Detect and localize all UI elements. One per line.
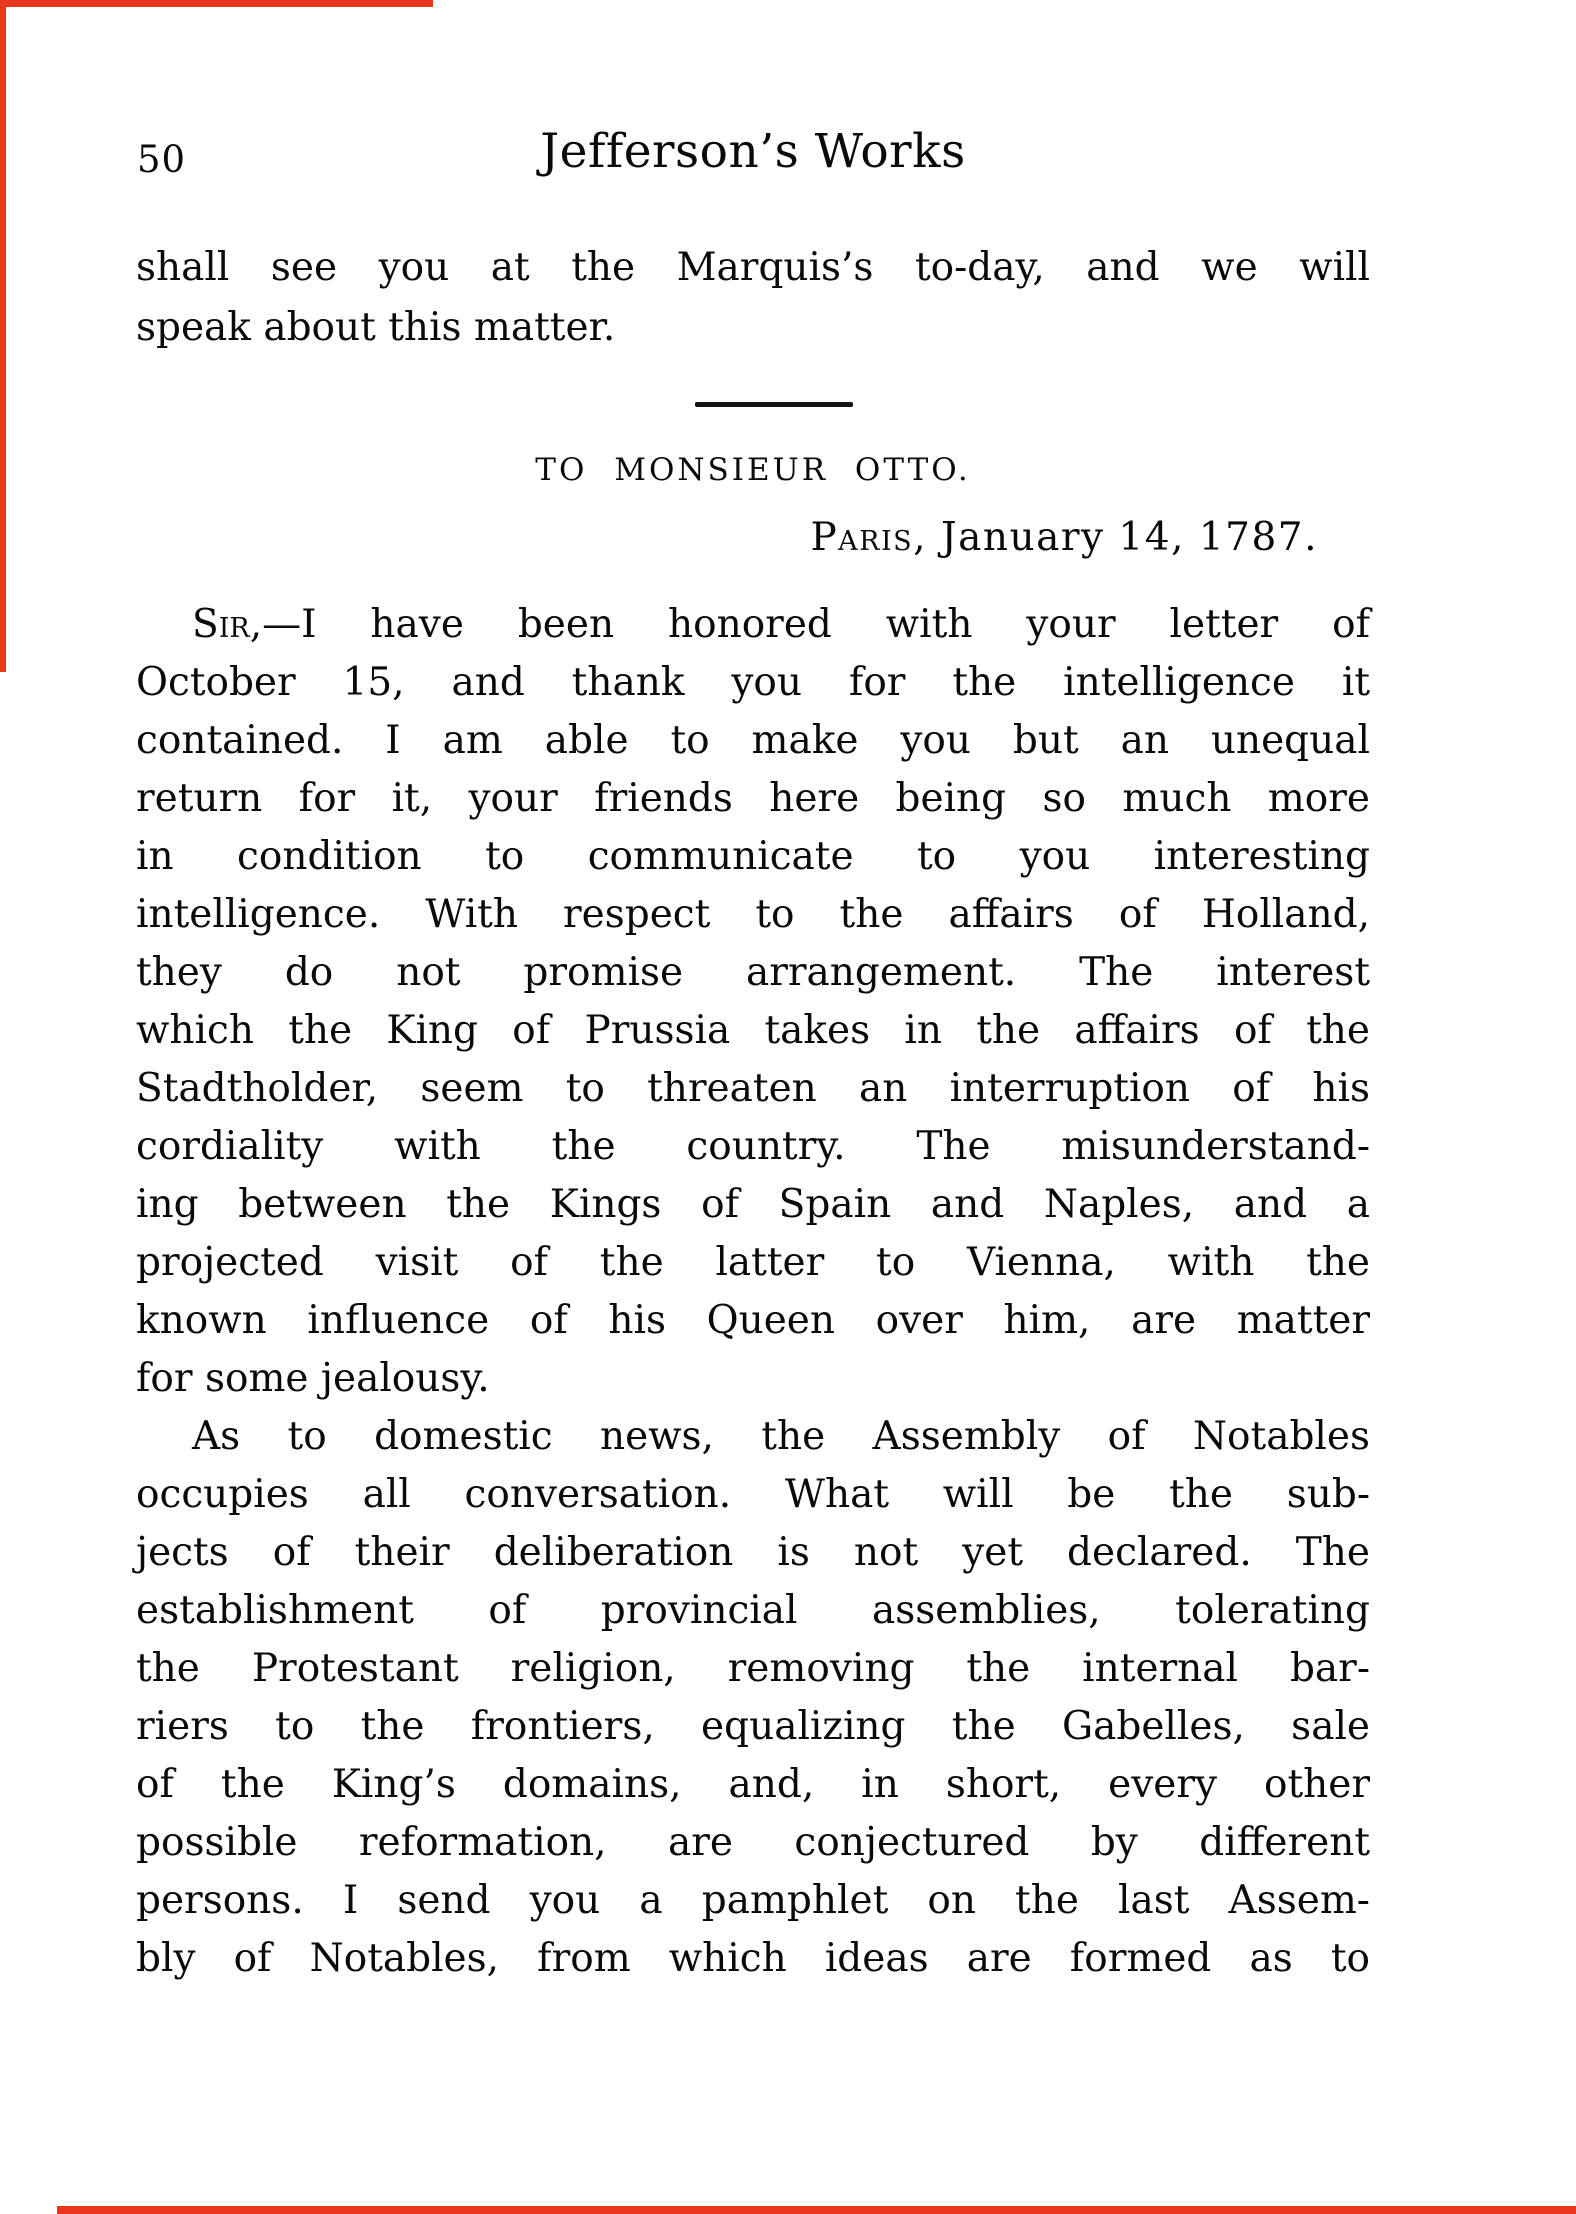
letter-heading: TO MONSIEUR OTTO. — [535, 452, 971, 488]
continuation-paragraph — [136, 238, 1370, 358]
letter-opening: —I have been honored with your letter of — [262, 602, 1370, 647]
running-header-title: Jefferson’s Works — [540, 124, 966, 179]
red-edge-mark-top — [0, 0, 433, 7]
body-line: bly of Notables, from which ideas are formed as to — [136, 1936, 1370, 1981]
body-line: of the King’s domains, and, in short, every other — [136, 1762, 1370, 1807]
dateline-place: Paris, — [810, 515, 928, 560]
body-line: persons. I send you a pamphlet on the last Assem- — [136, 1878, 1370, 1923]
body-line: projected visit of the latter to Vienna, with the — [136, 1240, 1370, 1285]
body-line: As to domestic news, the Assembly of Notables — [192, 1414, 1370, 1459]
body-line: jects of their deliberation is not yet declared. The — [136, 1530, 1370, 1575]
body-line: intelligence. With respect to the affairs of Holland, — [136, 892, 1370, 937]
red-edge-mark-left — [0, 0, 6, 672]
continuation-line: shall see you at the Marquis’s to-day, and we will — [136, 245, 1370, 290]
body-line: possible reformation, are conjectured by different — [136, 1820, 1370, 1865]
letter-salutation: Sir, — [192, 602, 263, 647]
page-number: 50 — [137, 138, 187, 181]
letter-dateline — [136, 515, 1370, 560]
body-line: October 15, and thank you for the intelligence it — [136, 660, 1370, 705]
dateline-date: January 14, 1787. — [927, 515, 1318, 560]
letter-body — [136, 596, 1370, 1988]
body-line — [136, 596, 1370, 654]
body-line: riers to the frontiers, equalizing the Gabelles, sale — [136, 1704, 1370, 1749]
body-line: Stadtholder, seem to threaten an interruption of his — [136, 1066, 1370, 1111]
body-line: occupies all conversation. What will be the sub- — [136, 1472, 1370, 1517]
body-line: establishment of provincial assemblies, tolerating — [136, 1588, 1370, 1633]
body-line: they do not promise arrangement. The interest — [136, 950, 1370, 995]
red-edge-mark-bottom — [57, 2206, 1576, 2214]
body-line: return for it, your friends here being so much more — [136, 776, 1370, 821]
section-divider — [695, 402, 853, 407]
body-line: cordiality with the country. The misunderstand- — [136, 1124, 1370, 1169]
continuation-line: speak about this matter. — [136, 305, 616, 350]
body-line: which the King of Prussia takes in the affairs of the — [136, 1008, 1370, 1053]
body-line: for some jealousy. — [136, 1356, 490, 1401]
body-line: the Protestant religion, removing the internal bar- — [136, 1646, 1370, 1691]
body-line: known influence of his Queen over him, are matter — [136, 1298, 1370, 1343]
body-line: contained. I am able to make you but an unequal — [136, 718, 1370, 763]
body-line: in condition to communicate to you interesting — [136, 834, 1370, 879]
body-line: ing between the Kings of Spain and Naples, and a — [136, 1182, 1370, 1227]
